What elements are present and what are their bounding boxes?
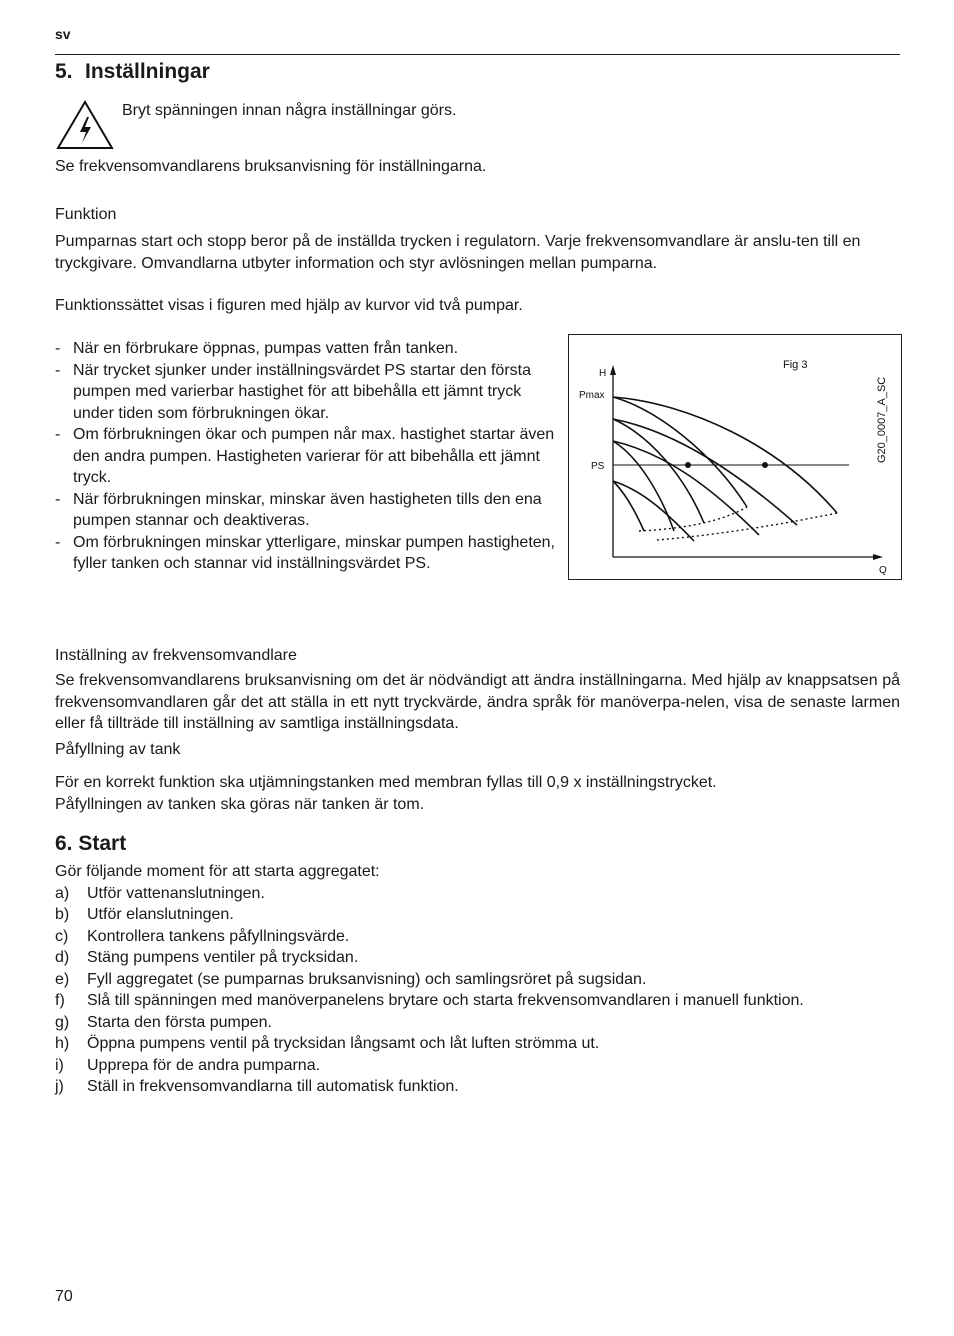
- curve-7: [613, 481, 694, 541]
- pafyllning-paragraph: [55, 772, 900, 815]
- list-item: - Om förbrukningen minskar ytterligare, minskar pumpen hastigheten, fyller tanken och stannar vid inställningsvärdet PS.: [55, 532, 555, 575]
- step-text: Kontrollera tankens påfyllningsvärde.: [87, 927, 350, 945]
- step-text: Upprepa för de andra pumparna.: [87, 1056, 321, 1074]
- x-axis-label: Q: [879, 565, 887, 576]
- dashed-curve-2: [639, 507, 747, 531]
- pump-curve-figure: [568, 334, 902, 580]
- step-item: [55, 990, 915, 1012]
- section-5-number: 5.: [55, 60, 73, 83]
- language-code: sv: [55, 26, 71, 42]
- start-steps: [55, 883, 915, 1098]
- step-text: Stäng pumpens ventiler på trycksidan.: [87, 949, 359, 966]
- operation-list: [55, 338, 555, 575]
- list-item: - När en förbrukare öppnas, pumpas vatten från tanken.: [55, 338, 555, 360]
- funktion-heading: Funktion: [55, 206, 117, 223]
- step-item: [55, 969, 915, 991]
- step-label: i): [55, 1056, 64, 1074]
- figure-caption: Fig 3: [783, 359, 808, 371]
- start-intro: Gör följande moment för att starta aggregatet:: [55, 863, 380, 880]
- funktion-figure-intro: Funktionssättet visas i figuren med hjälp av kurvor vid två pumpar.: [55, 297, 523, 314]
- step-item: [55, 1012, 915, 1034]
- step-item: [55, 1076, 915, 1098]
- warning-text: Bryt spänningen innan några inställningar görs.: [122, 102, 457, 119]
- step-label: h): [55, 1035, 70, 1052]
- pafyllning-line-2: Påfyllningen av tanken ska göras när tanken är tom.: [55, 795, 425, 813]
- step-label: f): [55, 992, 65, 1009]
- operating-point-2: [762, 462, 768, 468]
- step-label: b): [55, 906, 70, 923]
- step-item: [55, 904, 915, 926]
- step-text: Fyll aggregatet (se pumparnas bruksanvisning) och samlingsröret på sugsidan.: [87, 970, 647, 988]
- list-item: - När förbrukningen minskar, minskar även hastigheten tills den ena pumpen stannar och deaktiveras.: [55, 489, 555, 532]
- pafyllning-line-1: För en korrekt funktion ska utjämningstanken med membran fyllas till 0,9 x inställningstrycket.: [55, 774, 717, 791]
- step-label: j): [55, 1078, 64, 1095]
- step-item: [55, 1055, 915, 1077]
- list-item: - När trycket sjunker under inställningsvärdet PS startar den första pumpen med varierbar hastighet för att bibehålla ett jämnt tryck under tiden som förbrukningen ökar.: [55, 360, 555, 425]
- curve-8: [613, 481, 644, 531]
- curve-1: [613, 397, 837, 513]
- start-section: [55, 861, 915, 1098]
- list-item: - Om förbrukningen ökar och pumpen når max. hastighet startar även den andra pumpen. Hastigheten varierar för att bibehålla ett jämnt tryck.: [55, 424, 555, 489]
- step-text: Utför vattenanslutningen.: [87, 884, 265, 902]
- x-axis-arrow: [873, 554, 883, 560]
- step-item: [55, 1033, 915, 1055]
- y-axis-arrow: [610, 365, 616, 375]
- step-text: Öppna pumpens ventil på trycksidan långsamt och låt luften strömma ut.: [87, 1035, 600, 1052]
- step-label: c): [55, 927, 69, 945]
- section-5-heading: [55, 60, 210, 84]
- section-5-title: Inställningar: [85, 60, 210, 83]
- section-6-heading: 6. Start: [55, 832, 127, 855]
- step-item: [55, 947, 915, 969]
- step-label: e): [55, 970, 70, 988]
- operating-point-1: [685, 462, 691, 468]
- pmax-label: Pmax: [579, 390, 605, 401]
- figure-code: G20_0007_A_SC: [876, 376, 888, 463]
- step-item: [55, 926, 915, 948]
- pafyllning-heading: Påfyllning av tank: [55, 741, 181, 758]
- step-text: Ställ in frekvensomvandlarna till automatisk funktion.: [87, 1078, 459, 1095]
- step-label: a): [55, 884, 70, 902]
- installning-paragraph: Se frekvensomvandlarens bruksanvisning om det är nödvändigt att ändra inställningarna. Med hjälp av knappsatsen på frekvensomvandlaren går det att ställa in ett nytt tryckvärde, ändra språk för manöverpa-nelen, visa de senaste larmen eller få tillträde till inställning av samtliga inställningsdata.: [55, 672, 900, 732]
- step-text: Utför elanslutningen.: [87, 906, 234, 923]
- y-axis-label: H: [599, 368, 607, 379]
- step-label: g): [55, 1013, 70, 1031]
- page-number: 70: [55, 1288, 73, 1305]
- step-text: Slå till spänningen med manöverpanelens brytare och starta frekvensomvandlaren i manuell funktion.: [87, 992, 804, 1009]
- installning-heading: Inställning av frekvensomvandlare: [55, 647, 297, 664]
- curve-3: [613, 419, 797, 525]
- step-text: Starta den första pumpen.: [87, 1013, 272, 1031]
- step-item: [55, 883, 915, 905]
- header-rule: [55, 54, 900, 55]
- settings-note: Se frekvensomvandlarens bruksanvisning för inställningarna.: [55, 158, 487, 175]
- step-label: d): [55, 949, 70, 966]
- curve-6: [613, 441, 674, 531]
- electrical-warning-icon: [56, 100, 114, 150]
- ps-label: PS: [591, 461, 605, 472]
- funktion-paragraph: Pumparnas start och stopp beror på de inställda trycken i regulatorn. Varje frekvensomvandlare är anslu-ten till en tryckgivare. Omvandlarna utbyter information och styr avlösningen mellan pumparna.: [55, 233, 861, 272]
